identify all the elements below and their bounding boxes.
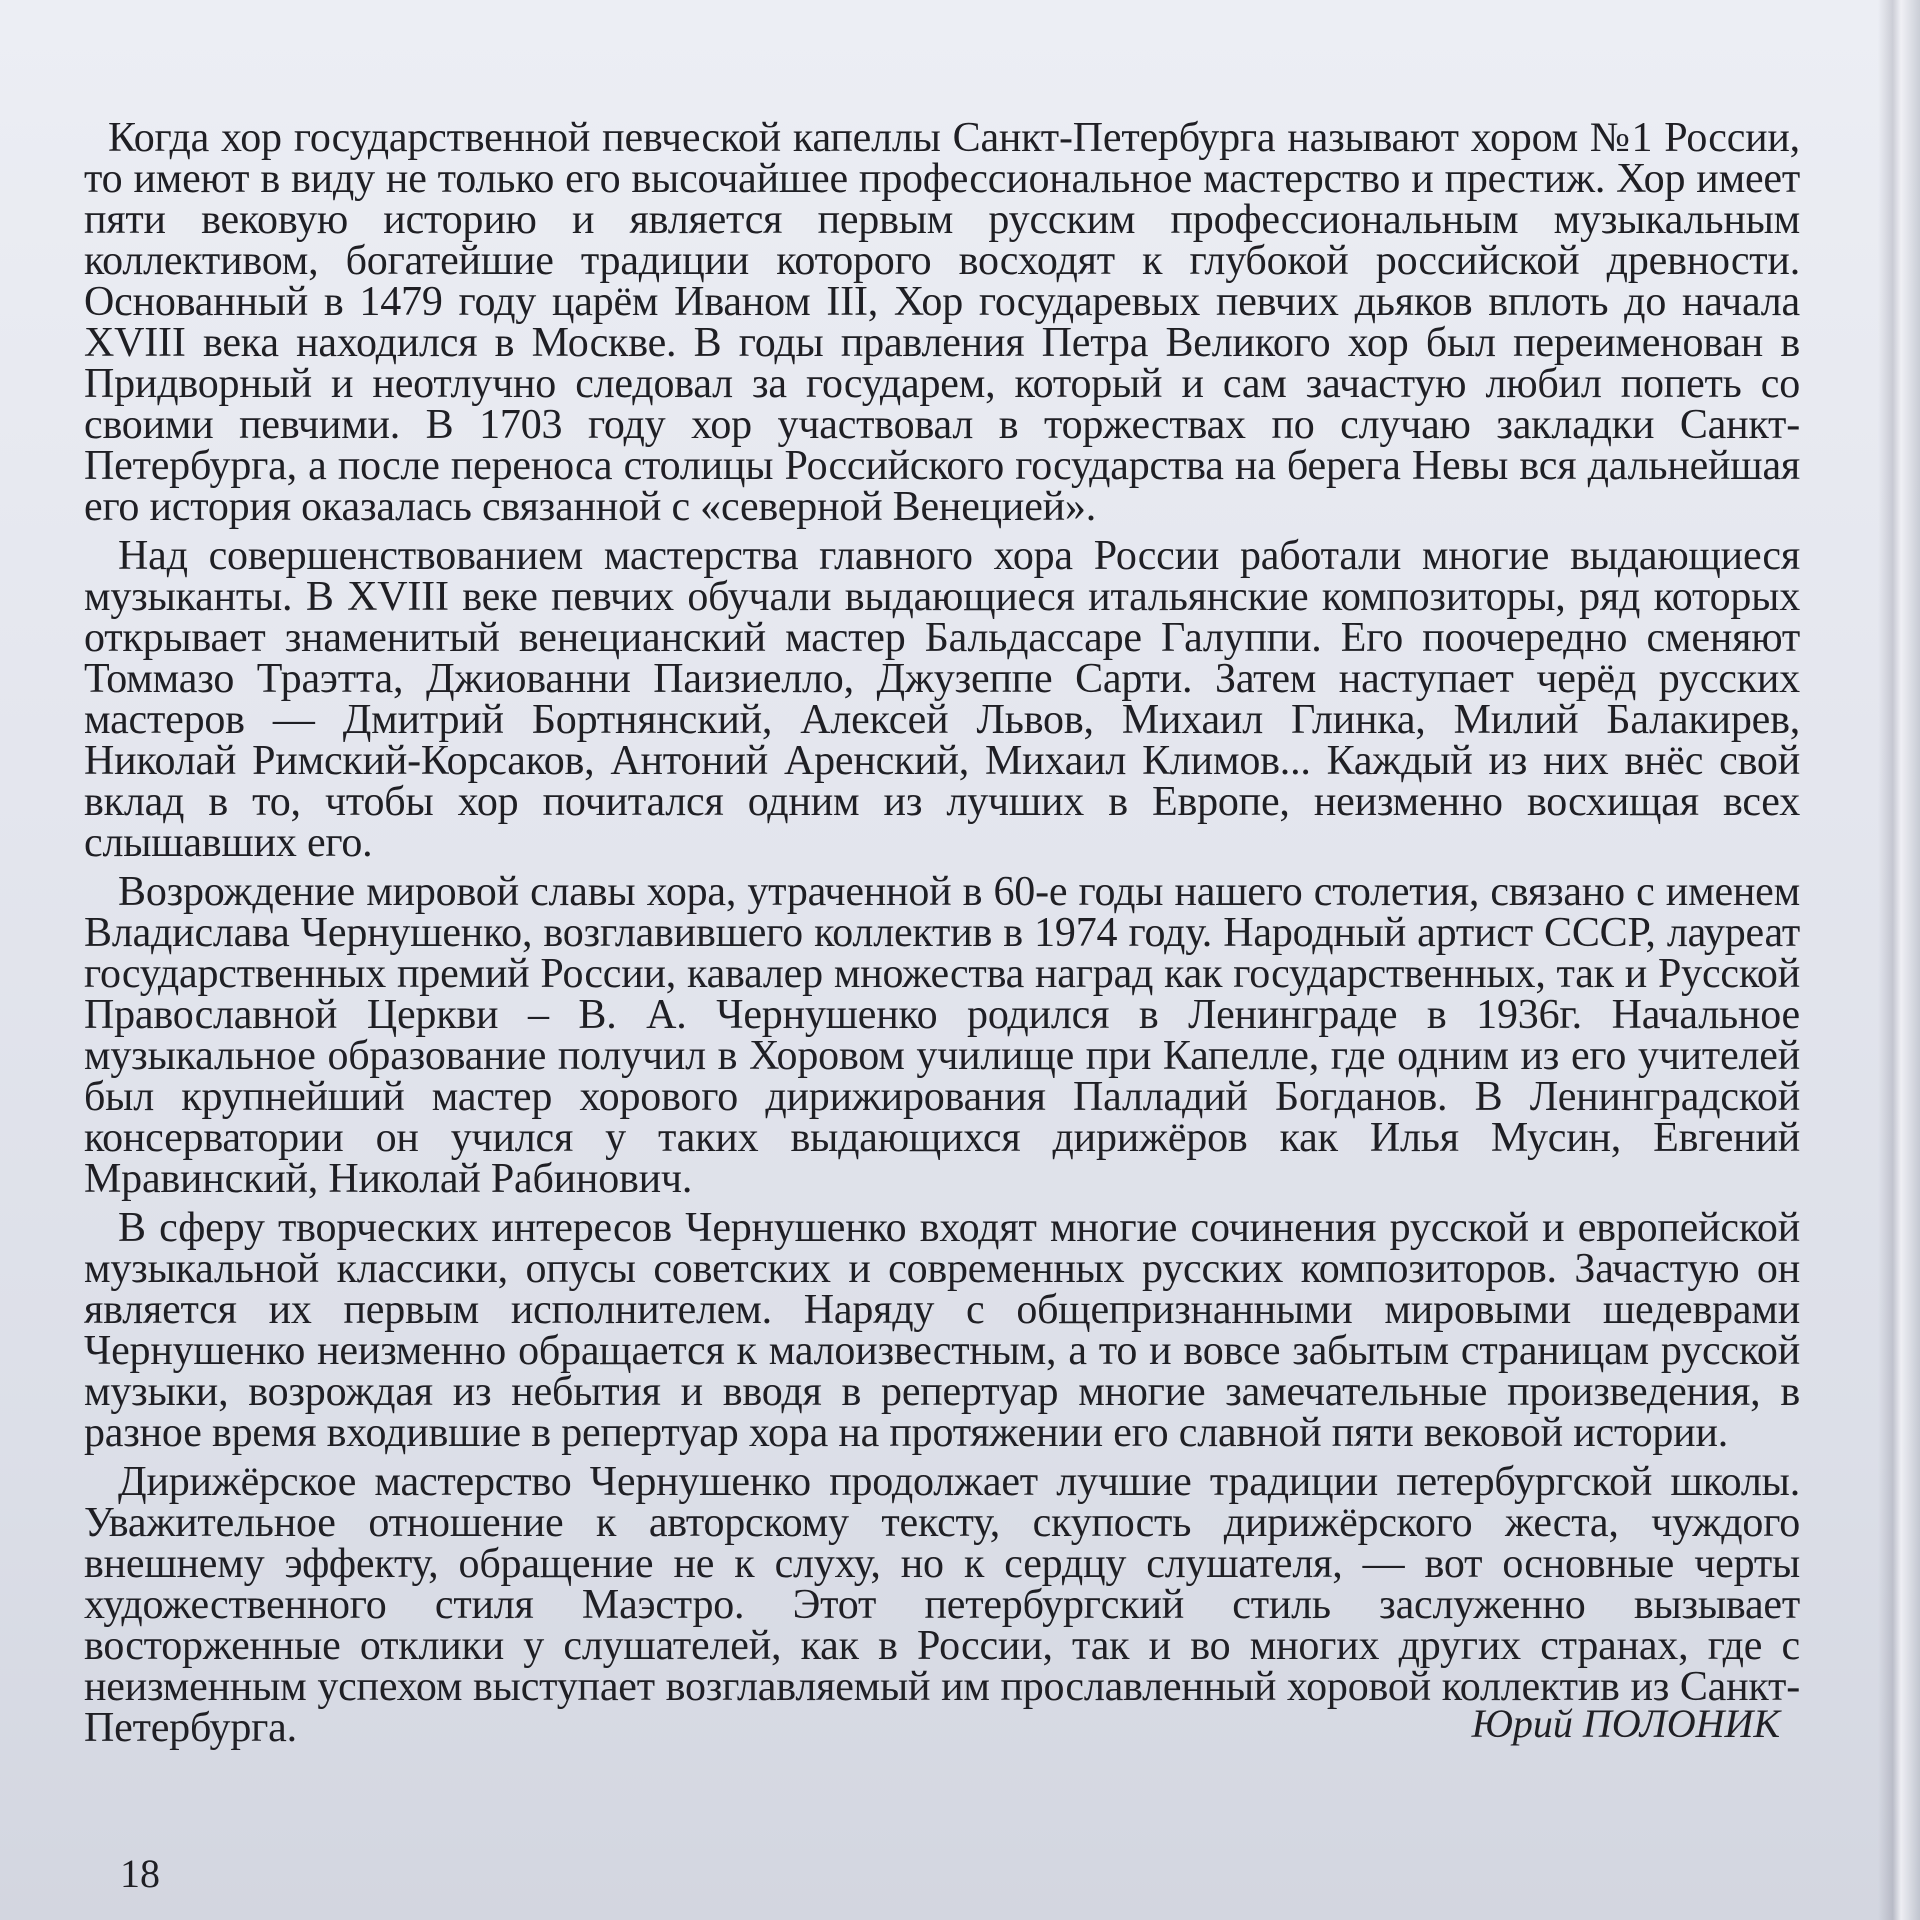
author-signature: Юрий ПОЛОНИК (1471, 1701, 1780, 1746)
paragraph-5: Дирижёрское мастерство Чернушенко продолжает лучшие традиции петербургской школы. Уважительное отношение к авторскому тексту, скупость дирижёрского жеста, чуждого внешнему эффекту, обращение не к слуху, но к сердцу слушателя, — вот основные черты художественного стиля Маэстро. Этот петербургский стиль заслуженно вызывает восторженные отклики у слушателей, как в России, так и во многих других странах, где с неизменным успехом выступает возглавляемый им прославленный хоровой коллектив из Санкт-Петербурга. (84, 1459, 1800, 1751)
paragraph-1: Когда хор государственной певческой капеллы Санкт-Петербурга называют хором №1 России, то имеют в виду не только его высочайшее профессиональное мастерство и престиж. Хор имеет пяти вековую историю и является первым русским профессиональным музыкальным коллективом, богатейшие традиции которого восходят к глубокой российской древности. Основанный в 1479 году царём Иваном III, Хор государевых певчих дьяков вплоть до начала XVIII века находился в Москве. В годы правления Петра Великого хор был переименован в Придворный и неотлучно следовал за государем, который и сам зачастую любил попеть со своими певчими. В 1703 году хор участвовал в торжествах по случаю закладки Санкт-Петербурга, а после переноса столицы Российского государства на берега Невы вся дальнейшая его история оказалась связанной с «северной Венецией». (84, 115, 1800, 530)
paragraph-3: Возрождение мировой славы хора, утраченной в 60-е годы нашего столетия, связано с именем Владислава Чернушенко, возглавившего коллектив в 1974 году. Народный артист СССР, лауреат государственных премий России, кавалер множества наград как государственных, так и Русской Православной Церкви – В. А. Чернушенко родился в Ленинграде в 1936г. Начальное музыкальное образование получил в Хоровом училище при Капелле, где одним из его учителей был крупнейший мастер хорового дирижирования Палладий Богданов. В Ленинградской консерватории он учился у таких выдающихся дирижёров как Илья Мусин, Евгений Мравинский, Николай Рабинович. (84, 869, 1800, 1202)
paragraph-2: Над совершенствованием мастерства главного хора России работали многие выдающиеся музыканты. В XVIII веке певчих обучали выдающиеся итальянские композиторы, ряд которых открывает знаменитый венецианский мастер Бальдассаре Галуппи. Его поочередно сменяют Томмазо Траэтта, Джиованни Паизиелло, Джузеппе Сарти. Затем наступает черёд русских мастеров — Дмитрий Бортнянский, Алексей Львов, Михаил Глинка, Милий Балакирев, Николай Римский-Корсаков, Антоний Аренский, Михаил Климов... Каждый из них внёс свой вклад в то, чтобы хор почитался одним из лучших в Европе, неизменно восхищая всех слышавших его. (84, 533, 1800, 866)
page-number: 18 (120, 1851, 160, 1896)
page-fold-shadow (1878, 0, 1920, 1920)
article-text (84, 115, 1800, 1751)
paragraph-4: В сферу творческих интересов Чернушенко входят многие сочинения русской и европейской музыкальной классики, опусы советских и современных русских композиторов. Зачастую он является их первым исполнителем. Наряду с общепризнанными мировыми шедеврами Чернушенко неизменно обращается к малоизвестным, а то и вовсе забытым страницам русской музыки, возрождая из небытия и вводя в репертуар многие замечательные произведения, в разное время входившие в репертуар хора на протяжении его славной пяти вековой истории. (84, 1205, 1800, 1456)
